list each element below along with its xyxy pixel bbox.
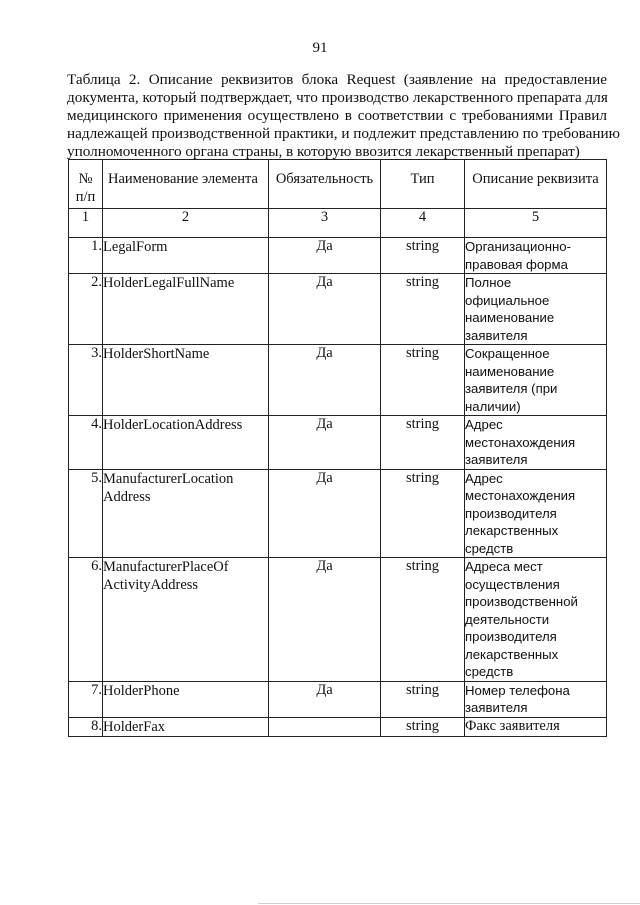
header-num-line: № <box>78 171 93 187</box>
required-flag: Да <box>269 345 381 416</box>
table-header-row <box>69 160 607 209</box>
row-number: 2. <box>69 274 103 345</box>
row-number: 1. <box>69 238 103 274</box>
requisite-description <box>465 238 607 274</box>
description-line: Адрес <box>465 417 503 432</box>
column-index: 2 <box>103 209 269 238</box>
description-line: производственной <box>465 594 578 609</box>
requisite-description <box>465 274 607 345</box>
requisites-table <box>68 159 607 737</box>
requisite-description <box>465 416 607 470</box>
element-name <box>103 274 269 345</box>
element-name-line: Address <box>103 488 151 505</box>
row-number: 4. <box>69 416 103 470</box>
description-line: заявителя <box>465 452 528 467</box>
data-type: string <box>381 717 465 736</box>
description-line: средств <box>465 664 514 679</box>
page-edge-rule <box>258 903 640 904</box>
description-line: заявителя <box>465 700 528 715</box>
requisite-description <box>465 558 607 682</box>
table-row <box>69 345 607 416</box>
header-required: Обязательность <box>269 160 381 209</box>
data-type: string <box>381 345 465 416</box>
column-index: 4 <box>381 209 465 238</box>
header-num-line: п/п <box>75 189 96 205</box>
description-line: местонахождения <box>465 488 576 503</box>
description-line: Полное <box>465 275 512 290</box>
table-row <box>69 274 607 345</box>
description-line: Сокращенное <box>465 346 550 361</box>
table-row <box>69 681 607 717</box>
element-name-line: ManufacturerLocation <box>103 470 234 487</box>
element-name-line: ActivityAddress <box>103 577 199 593</box>
description-line: наличии) <box>465 398 521 414</box>
element-name <box>103 345 269 416</box>
element-name <box>103 469 269 558</box>
element-name-line: HolderLocationAddress <box>103 417 243 433</box>
description-line: Адреса мест <box>465 559 543 574</box>
description-line: деятельности <box>465 611 550 627</box>
element-name-line: HolderFax <box>103 718 166 735</box>
requisite-description <box>465 469 607 558</box>
table-row <box>69 717 607 736</box>
caption-line: Таблица 2. Описание реквизитов блока Request (заявление на предоставление <box>67 71 607 88</box>
description-line: средств <box>465 540 514 556</box>
description-line: лекарственных <box>465 646 559 662</box>
element-name-line: HolderLegalFullName <box>103 275 235 291</box>
description-line: осуществления <box>465 576 560 592</box>
data-type: string <box>381 416 465 470</box>
table-row <box>69 416 607 470</box>
caption-line: уполномоченного органа страны, в которую ввозится лекарственный препарат) <box>67 143 580 160</box>
description-line: Адрес <box>465 470 503 486</box>
element-name <box>103 238 269 274</box>
description-line: правовая форма <box>465 256 568 272</box>
page-number: 91 <box>312 40 328 56</box>
table-caption <box>67 71 620 161</box>
description-line: официальное <box>465 292 550 308</box>
row-number: 7. <box>69 681 103 717</box>
table-row <box>69 558 607 682</box>
data-type: string <box>381 558 465 682</box>
element-name <box>103 681 269 717</box>
required-flag: Да <box>269 681 381 717</box>
element-name <box>103 558 269 682</box>
element-name <box>103 717 269 736</box>
element-name-line: HolderShortName <box>103 346 210 362</box>
required-flag: Да <box>269 274 381 345</box>
required-flag: Да <box>269 416 381 470</box>
column-index: 5 <box>465 209 607 238</box>
table-row <box>69 469 607 558</box>
description-line: производителя <box>465 505 557 521</box>
column-index: 1 <box>69 209 103 238</box>
description-line: лекарственных <box>465 523 559 538</box>
description-line: Факс заявителя <box>465 717 560 734</box>
header-description: Описание реквизита <box>465 160 607 209</box>
description-line: Организационно- <box>465 239 572 254</box>
row-number: 6. <box>69 558 103 682</box>
required-flag: Да <box>269 238 381 274</box>
header-name: Наименование элемента <box>103 160 269 209</box>
column-index-row <box>69 209 607 238</box>
row-number: 5. <box>69 469 103 558</box>
element-name-line: LegalForm <box>103 239 168 255</box>
data-type: string <box>381 469 465 558</box>
element-name-line: HolderPhone <box>103 682 180 699</box>
description-line: производителя <box>465 629 557 644</box>
row-number: 8. <box>69 717 103 736</box>
description-line: наименование <box>465 310 555 325</box>
required-flag: Да <box>269 469 381 558</box>
data-type: string <box>381 238 465 274</box>
requisite-description <box>465 345 607 416</box>
row-number: 3. <box>69 345 103 416</box>
element-name-line: ManufacturerPlaceOf <box>103 559 229 575</box>
required-flag <box>269 717 381 736</box>
required-flag: Да <box>269 558 381 682</box>
caption-line: документа, который подтверждает, что производство лекарственного препарата для <box>67 89 608 106</box>
header-type: Тип <box>381 160 465 209</box>
column-index: 3 <box>269 209 381 238</box>
caption-line: медицинского применения осуществлено в соответствии с требованиями Правил <box>67 107 607 124</box>
table-row <box>69 238 607 274</box>
description-line: заявителя <box>465 327 528 343</box>
description-line: местонахождения <box>465 434 576 450</box>
requisite-description <box>465 681 607 717</box>
header-num <box>69 160 103 209</box>
description-line: наименование <box>465 363 555 379</box>
requisite-description <box>465 717 607 736</box>
caption-line: надлежащей производственной практики, и подлежит представлению по требованию <box>67 125 620 142</box>
element-name <box>103 416 269 470</box>
data-type: string <box>381 274 465 345</box>
description-line: заявителя (при <box>465 381 558 396</box>
description-line: Номер телефона <box>465 682 570 698</box>
data-type: string <box>381 681 465 717</box>
